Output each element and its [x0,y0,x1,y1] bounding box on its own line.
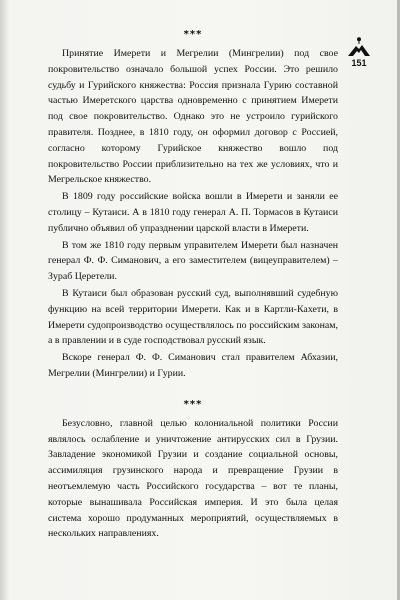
body-text [48,28,338,543]
paragraph: Принятие Имерети и Мегрелии (Мингрелии) под свое покровительство означало большой успех России. Это решило судьбу и Гурийского княжества: Россия признала Гурию составной частью Имеретского царства одновременно с принятием Имерети под свое покровительство. Однако это не устроило гурийского правителя. Позднее, в 1810 году, он оформил договор с Россией, согласно которому Гурийское княжество вошло под покровительство России приблизительно на тех же условиях, что и Мегрельское княжество. [48,48,338,186]
paragraph: Безусловно, главной целью колониальной политики России являлось ослабление и уничтожение антирусских сил в Грузии. Завладение экономикой Грузии и создание социальной основы, ассимиляция грузинского народа и превращение Грузии в неотъемлемую часть Российского государства – вот те планы, которые вынашивала Российская империя. И это была целая система хорошо продуманных мероприятий, осуществляемых в нескольких направлениях. [48,417,338,540]
paragraph: В Кутаиси был образован русский суд, выполнявший судебную функцию на всей территории Имерети. Как и в Картли-Кахети, в Имерети судопроизводство осуществлялось по российским законам, а в правлении и в суде господствовал русский язык. [48,287,338,347]
spine-shadow [0,0,10,600]
paragraph: В том же 1810 году первым управителем Имерети был назначен генерал Ф. Ф. Симанович, а его заместителем (вицеуправителем) – Зураб Церетели. [48,239,338,283]
section-separator-middle: *** [183,398,203,410]
mountain-icon [345,36,373,58]
section-separator-top: *** [183,29,203,40]
page-marker [345,36,373,78]
page-number: 151 [351,58,367,68]
paragraph: Вскоре генерал Ф. Ф. Симанович стал правителем Абхазии, Мегрелии (Мингрелии) и Гурии. [48,352,338,379]
paragraph: В 1809 году российские войска вошли в Имерети и заняли ее столицу – Кутаиси. А в 1810 году генерал А. П. Тормасов в Кутаиси публично объявил об упразднении царской власти в Имерети. [48,191,338,234]
